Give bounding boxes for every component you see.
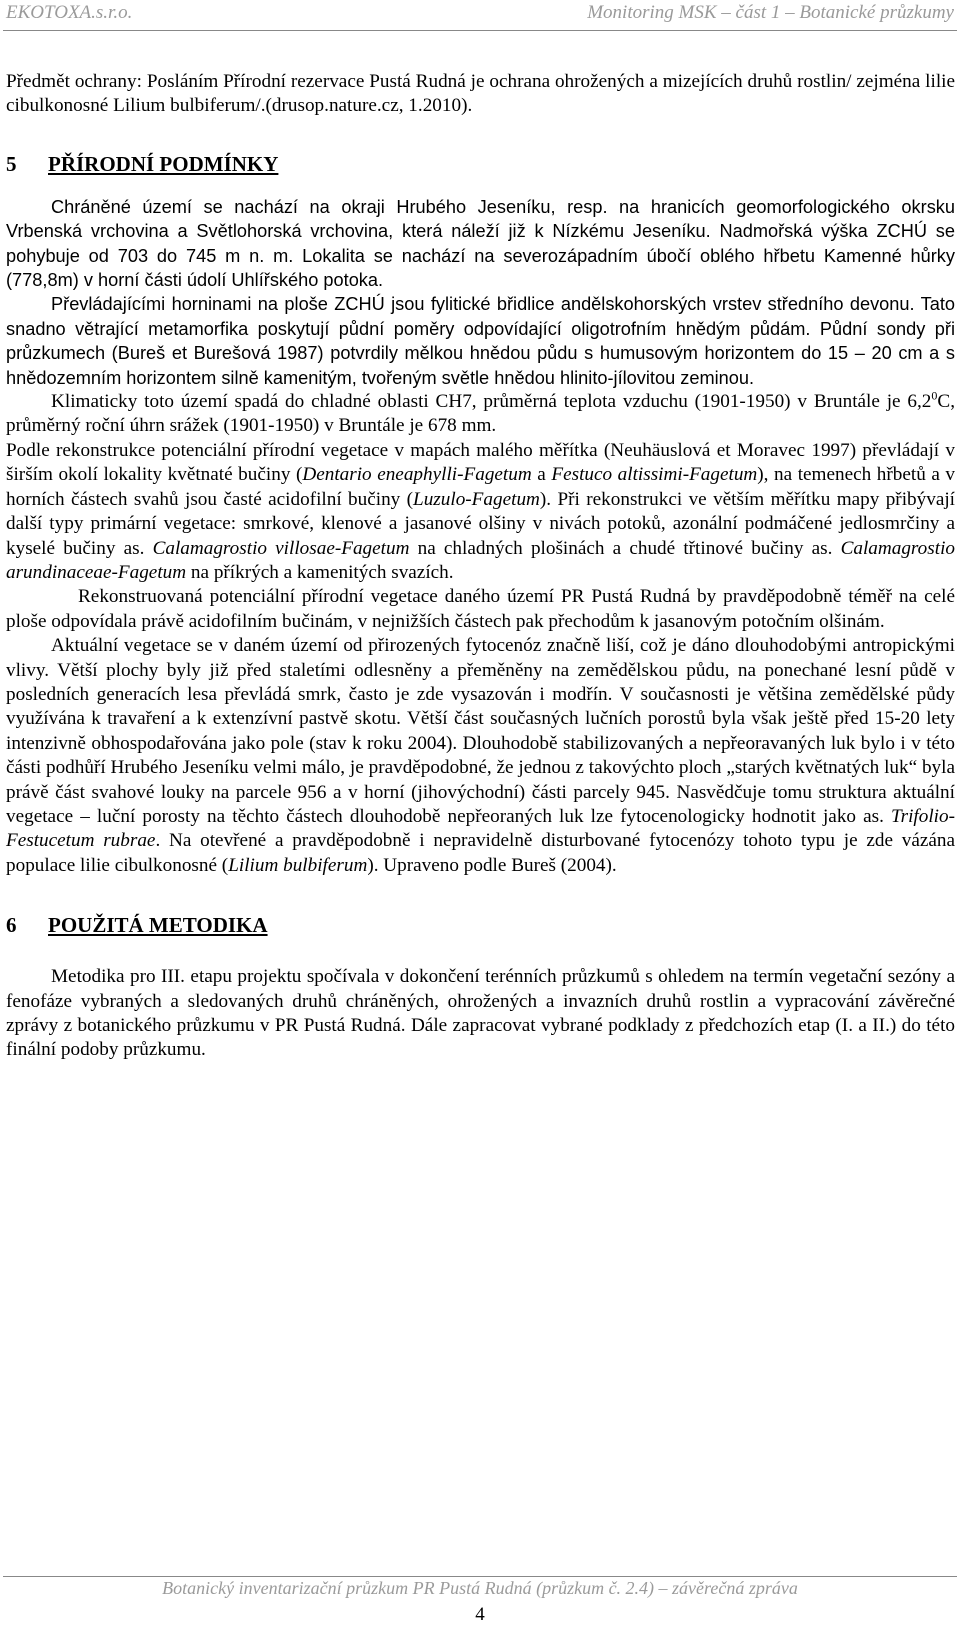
taxon-name: Festuco altissimi-Fagetum [551,464,758,486]
footer-rule [3,1576,957,1577]
section-heading-6 [6,912,955,938]
degree-superscript: 0 [931,388,938,403]
header-rule [3,30,957,31]
section-heading-5 [6,151,955,177]
section-number: 6 [6,913,17,938]
text-run: Podle rekonstrukce potenciální přírodní vegetace v mapách malého měřítka (Neuhäuslová et Moravec 1997) převládají v širším okolí lokality květnaté bučiny ( [6,439,955,486]
climate-text-b: C, průměrný roční úhrn srážek (1901-1950) v Bruntále je 678 mm. [6,391,955,437]
text-run: ). Při rekonstrukci ve větším měřítku mapy přibývají další typy primární vegetace: smrkové, klenové a jasanové olšiny v nivách potoků, azonální podmáčené jedlosmrčiny a kyselé bučiny as. [6,488,955,559]
taxon-name: Trifolio-Festucetum rubrae [6,805,955,852]
text-run: . Na otevřené a pravděpodobně i nepravidelně disturbované fytocenózy tohoto typu je zde vázána populace lilie cibulkonosné ( [6,830,955,876]
page-header [0,0,960,30]
paragraph-reconstruction: Rekonstruovaná potenciální přírodní vegetace daného území PR Pustá Rudná by pravděpodobně téměř na celé ploše odpovídala právě acidofilním bučinám, v nejnižších částech pak přechodům k jasanovým potočním olšinám. [6,586,955,632]
text-run: Aktuální vegetace se v daném území od přirozených fytocenóz značně liší, což je dáno dlouhodobými antropickými vlivy. Větší plochy byly již před staletími odlesněny a přeměněny na zemědělskou půdu, na ponechané lesní půdě v posledních generacích lesa převládá smrk, často je zde vysazován i modřín. V současnosti je většina zemědělské půdy využívána k travaření a k extenzívní pastvě skotu. Větší část současných lučních porostů byla však ještě před 15-20 lety intenzivně obhospodařována jako pole (stav k roku 2004). Dlouhodobě stabilizovaných a nepřeoravaných luk bylo i v této části podhůří Hrubého Jeseníku velmi málo, je pravděpodobné, že jednou z takovýchto ploch „starých květnatých luk“ byla právě část svahové louky na parcele 956 a v horní (jihovýchodní) části parcely 945. Nasvědčuje tomu struktura aktuální vegetace – luční porosty na těchto částech dlouhodobě nepřeoraných luk lze fytocenologicky hodnotit jako as. [6,635,955,827]
section-title: POUŽITÁ METODIKA [48,913,268,938]
taxon-name: Lilium bulbiferum [228,854,368,876]
header-title: Monitoring MSK – část 1 – Botanické průzkumy [587,2,954,23]
paragraph-location: Chráněné území se nachází na okraji Hrubého Jeseníku, resp. na hranicích geomorfologického okrsku Vrbenská vrchovina a Světlohorská vrchovina, která náleží již k Nízkému Jeseníku. Nadmořská výška ZCHÚ se pohybuje od 703 do 745 m n. m. Lokalita se nachází na severozápadním úbočí oblého hřbetu Kamenné hůrky (778,8m) v horní části údolí Uhlířského potoka. [6,196,955,291]
taxon-name: Calamagrostio arundinaceae-Fagetum [6,537,955,583]
paragraph-methodology: Metodika pro III. etapu projektu spočívala v dokončení terénních průzkumů s ohledem na termín vegetační sezóny a fenofáze vybraných a sledovaných druhů chráněných, ohrožených a invazních druhů rostlin a vypracování závěrečné zprávy z botanického průzkumu v PR Pustá Rudná. Dále zapracovat vybrané podklady z předchozích etap (I. a II.) do této finální podoby průzkumu. [6,966,955,1061]
page-footer: Botanický inventarizační průzkum PR Pustá Rudná (průzkum č. 2.4) – závěrečná zpráva [162,1578,798,1598]
document-body [6,70,955,1063]
section-number: 5 [6,151,17,176]
intro-paragraph: Předmět ochrany: Posláním Přírodní rezervace Pustá Rudná je ochrana ohrožených a mizejících druhů rostlin/ zejména lilie cibulkonosné Lilium bulbiferum/.(drusop.nature.cz, 1.2010). [6,71,955,117]
paragraph-actual-vegetation [6,634,955,878]
page-number: 4 [475,1604,485,1625]
geology-text: Převládajícími horninami na ploše ZCHÚ jsou fylitické břidlice andělskohorských vrstev středního devonu. Tato snadno větrající metamorfika poskytují půdní poměry odpovídající oligotrofním hnědým půdám. [6,294,955,339]
text-run: ). Upraveno podle Bureš (2004). [367,854,617,876]
taxon-name: Luzulo-Fagetum [413,488,540,510]
section-title: PŘÍRODNÍ PODMÍNKY [48,151,279,176]
climate-text-a: Klimaticky toto území spadá do chladné oblasti CH7, průměrná teplota vzduchu (1901-1950) v Bruntále je 6,2 [51,391,932,413]
soil-text: Půdní sondy při průzkumech (Bureš et Burešová 1987) potvrdily mělkou hnědou půdu s humusovým horizontem do 15 – 20 cm a s hnědozemním horizontem silně kamenitým, tvořeným světle hnědou hlinito-jílovitou zeminou. [6,318,955,388]
text-run: na příkrých a kamenitých svazích. [186,561,454,583]
taxon-name: Calamagrostio villosae-Fagetum [152,537,410,559]
text-run: a [531,464,552,486]
paragraph-potential-vegetation [6,439,955,585]
paragraph-climate [6,390,955,439]
text-run: ), na temenech hřbetů a v horních částech svahů jsou časté acidofilní bučiny ( [6,464,956,510]
text-run: na chladných plošinách a chudé třtinové bučiny as. [409,537,841,559]
taxon-name: Dentario eneaphylli-Fagetum [302,464,532,486]
paragraph-geology [6,292,955,390]
header-company: EKOTOXA.s.r.o. [6,2,133,23]
